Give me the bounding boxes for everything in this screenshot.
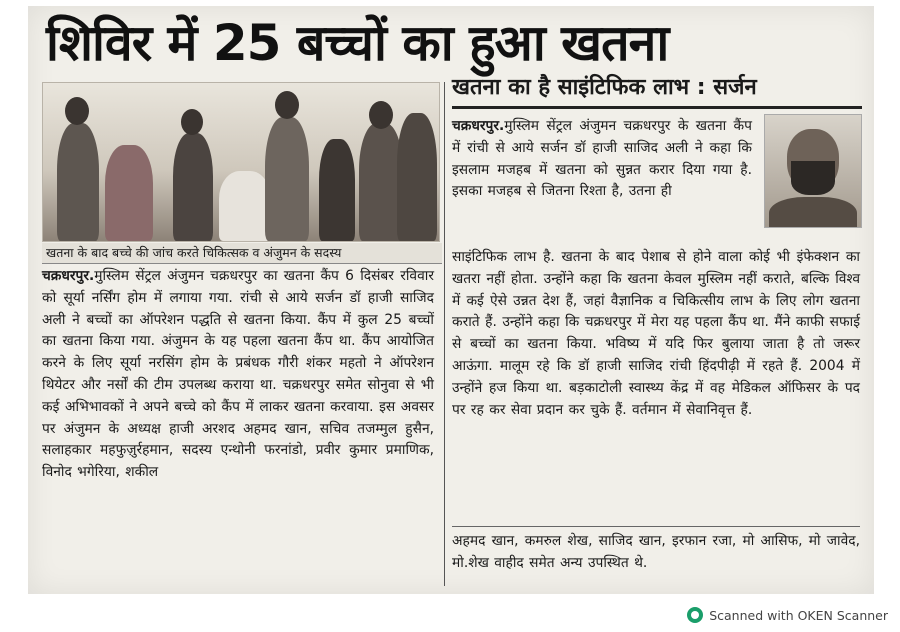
left-article-dateline: चक्रधरपुर. [42, 268, 95, 284]
photo-figure-head [275, 91, 299, 119]
group-photo [42, 82, 440, 242]
oken-scanner-icon [687, 607, 703, 623]
photo-figure [397, 113, 437, 241]
left-article-body [42, 266, 434, 484]
column-divider [444, 82, 445, 586]
surgeon-portrait [764, 114, 862, 228]
headline: शिविर में 25 बच्चों का हुआ खतना [46, 14, 669, 72]
photo-figure-head [65, 97, 89, 125]
photo-figure [105, 145, 153, 241]
right-article-body-top [452, 116, 752, 203]
scanner-label: Scanned with OKEN Scanner [709, 607, 888, 623]
portrait-shoulders [769, 197, 857, 228]
left-article-text: मुस्लिम सेंट्रल अंजुमन चक्रधरपुर का खतना कैंप 6 दिसंबर रविवार को सूर्या नर्सिंग होम में लगाया गया. रांची से आये सर्जन डॉ हाजी साजिद अली ने बच्चों का ऑपरेशन पद्धति से खतना किया. कैंप में कुल 25 बच्चों का खतना किया गया. अंजुमन के यह पहला खतना कैंप था. कैंप आयोजित करने के लिए सूर्या नरसिंग होम के प्रबंधक गौरी शंकर महतो ने ऑपरेशन थियेटर और नर्सों की टीम उपलब्ध कराया था. चक्रधरपुर समेत सोनुवा से भी कई अभिभावकों ने अपने बच्चे को कैंप में लाकर खतना करवाया. इस अवसर पर अंजुमन के अध्यक्ष हाजी अरशद अहमद खान, सचिव तजम्मुल हुसैन, सलाहकार महफुज़ुर्रहमान, सदस्य एन्थोनी फरनांडो, प्रवीर कुमार प्रमाणिक, विनोद भगेरिया, शकील [42, 268, 434, 481]
scanner-watermark [687, 604, 888, 626]
right-article-subhead: खतना का है साइंटिफिक लाभ : सर्जन [452, 70, 862, 109]
photo-caption: खतना के बाद बच्चे की जांच करते चिकित्सक व अंजुमन के सदस्य [42, 243, 442, 264]
photo-figure [319, 139, 355, 241]
photo-figure [265, 117, 309, 241]
left-column [42, 82, 438, 592]
photo-figure-head [181, 109, 203, 135]
left-article-continuation: अहमद खान, कमरुल शेख, साजिद खान, इरफान रजा, मो आसिफ, मो जावेद, मो.शेख वाहीद समेत अन्य उपस्थित थे. [452, 526, 860, 575]
portrait-beard [791, 161, 835, 195]
photo-figure-head [369, 101, 393, 129]
right-article-body-mid: साइंटिफिक लाभ है. खतना के बाद पेशाब से होने वाला कोई भी इंफेक्शन का खतरा नहीं होता. उन्होंने कहा कि खतना केवल मुस्लिम नहीं कराते, बल्कि विश्व में कई ऐसे उन्नत देश हैं, जहां वैज्ञानिक व चिकित्सीय लाभ के लिए लोग खतना कराते हैं. उन्होंने कहा कि चक्रधरपुर में मेरा यह पहला कैंप था. मैंने काफी सफाई से बच्चों का खतना किया. भविष्य में यदि फिर बुलाया जाता है तो जरूर आऊंगा. मालूम रहे कि डॉ हाजी साजिद रांची हिंदपीढ़ी में रहते हैं. 2004 में उन्होंने हज किया था. बड़काटोली स्वास्थ्य केंद्र में वह मेडिकल ऑफिसर के पद पर रह कर सेवा प्रदान कर चुके हैं. वर्तमान में सेवानिवृत्त हैं. [452, 249, 860, 418]
photo-figure [173, 133, 213, 241]
right-column [452, 70, 862, 590]
right-article-dateline: चक्रधरपुर. [452, 118, 505, 134]
photo-figure [57, 123, 99, 241]
photo-figure [219, 171, 271, 241]
right-article-text-top: मुस्लिम सेंट्रल अंजुमन चक्रधरपुर के खतना कैंप में रांची से आये सर्जन डॉ हाजी साजिद अली ने कहा कि इसलाम मजहब में खतना को सुन्नत करार दिया गया है. इसका मजहब से जितना रिश्ता है, उतना ही [452, 118, 752, 200]
newspaper-clipping [28, 6, 874, 594]
